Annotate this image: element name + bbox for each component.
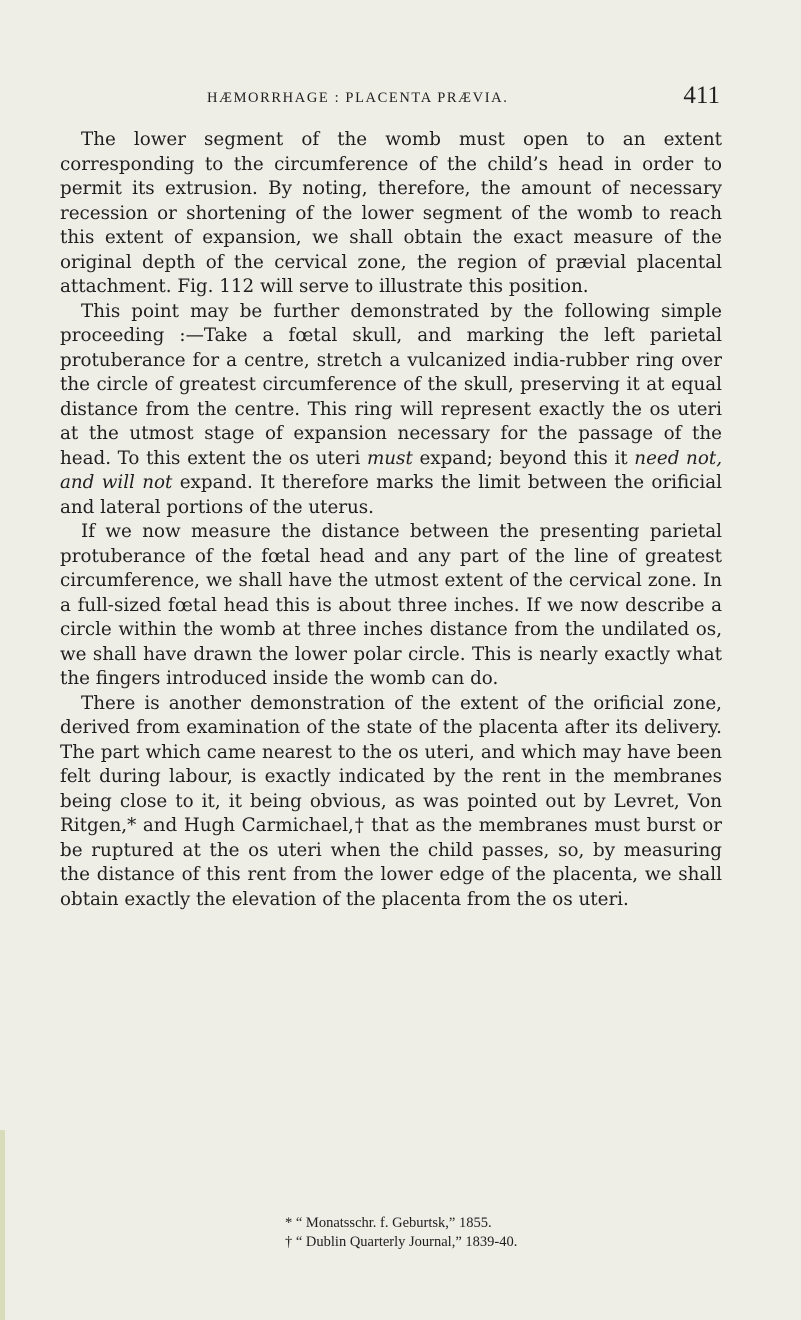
page-header: [160, 82, 720, 116]
page-edge-stain: [0, 1130, 5, 1320]
footnote-1: * “ Monatsschr. f. Geburtsk,” 1855.: [285, 1215, 492, 1231]
emphasis-need-not: need not, and will not: [60, 447, 722, 493]
footnotes: [60, 1214, 722, 1252]
paragraph-text: expand. It therefore marks the limit between the orificial and lateral portions of the uterus.: [60, 472, 722, 518]
paragraph-text: If we now measure the distance between the presenting parietal protuberance of the fœtal head and any part of the line of greatest circumference, we shall have the utmost extent of the cervical zone. In a full-sized fœtal head this is about three inches. If we now describe a circle within the womb at three inches distance from the undilated os, we shall have drawn the lower polar circle. This is nearly exactly what the fingers introduced inside the womb can do.: [60, 521, 722, 689]
paragraph-1: [60, 128, 722, 300]
paragraph-3: [60, 520, 722, 692]
emphasis-must: must: [366, 447, 413, 469]
paragraph-text: The lower segment of the womb must open to an extent corresponding to the circumference of the child’s head in order to permit its extrusion. By noting, therefore, the amount of necessary recession or shortening of the lower segment of the womb to reach this extent of expansion, we shall obtain the exact measure of the original depth of the cervical zone, the region of prævial placental attachment. Fig. 112 will serve to illustrate this position.: [60, 129, 722, 297]
footnote-2: † “ Dublin Quarterly Journal,” 1839-40.: [285, 1234, 518, 1250]
paragraph-4: [60, 692, 722, 913]
page-number: 411: [683, 82, 720, 109]
paragraph-text: There is another demonstration of the extent of the orificial zone, derived from examination of the state of the placenta after its delivery. The part which came nearest to the os uteri, and which may have been felt during labour, is exactly indicated by the rent in the membranes being close to it, it being obvious, as was pointed out by Levret, Von Ritgen,* and Hugh Carmichael,† that as the membranes must burst or be ruptured at the os uteri when the child passes, so, by measuring the distance of this rent from the lower edge of the placenta, we shall obtain exactly the elevation of the placenta from the os uteri.: [60, 692, 722, 910]
paragraph-text: This point may be further demonstrated by the following simple proceeding :—Take a fœtal skull, and marking the left parietal protuberance for a centre, stretch a vulcanized india-rubber ring over the circle of greatest circumference of the skull, preserving it at equal distance from the centre. This ring will represent exactly the os uteri at the utmost stage of expansion necessary for the passage of the head. To this extent the os uteri: [60, 300, 722, 469]
paragraph-2: [60, 300, 722, 521]
body-text: [60, 128, 722, 912]
paragraph-text: expand; beyond this it: [412, 447, 635, 469]
running-head: HÆMORRHAGE : PLACENTA PRÆVIA.: [207, 90, 509, 106]
